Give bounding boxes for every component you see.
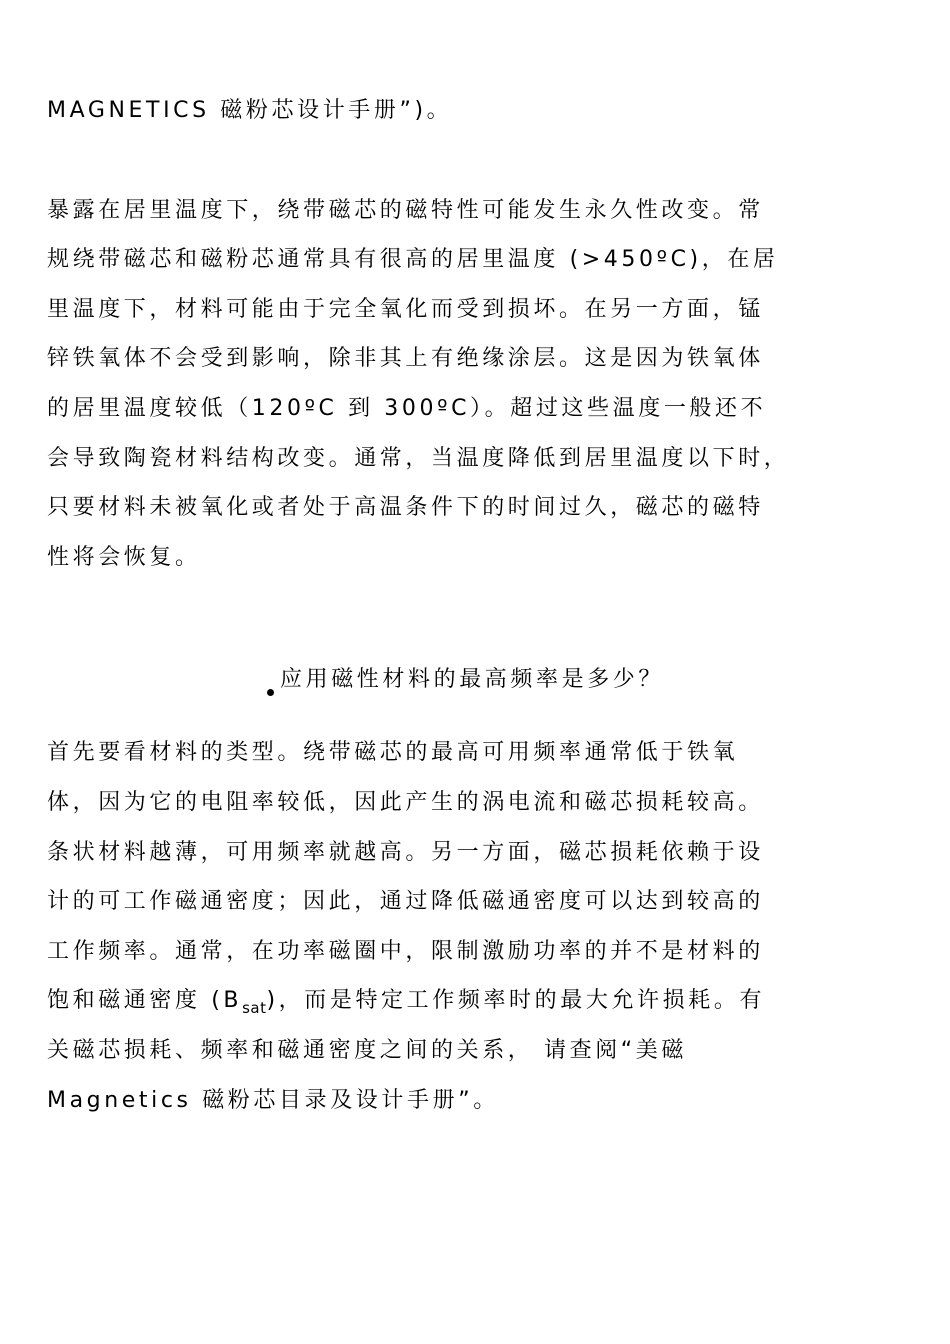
paragraph-line: 性将会恢复。	[47, 545, 201, 570]
subscript-sat: sat	[242, 999, 267, 1017]
paragraph-line: 会导致陶瓷材料结构改变。通常，当温度降低到居里温度以下时，	[47, 446, 790, 471]
paragraph-line: 条状材料越薄，可用频率就越高。另一方面，磁芯损耗依赖于设	[47, 840, 764, 865]
paragraph-line: Magnetics 磁粉芯目录及设计手册”。	[47, 1088, 499, 1113]
paragraph-line: 里温度下，材料可能由于完全氧化而受到损坏。在另一方面，锰	[47, 297, 764, 322]
line-text: 饱和磁通密度 (B	[47, 988, 243, 1013]
paragraph-line: 计的可工作磁通密度；因此，通过降低磁通密度可以达到较高的	[47, 889, 764, 914]
paragraph-line: 的居里温度较低（120ºC 到 300ºC）。超过这些温度一般还不	[47, 396, 767, 421]
line-text: )，而是特定工作频率时的最大允许损耗。有	[266, 988, 766, 1013]
paragraph-line: 暴露在居里温度下，绕带磁芯的磁特性可能发生永久性改变。常	[47, 198, 764, 223]
paragraph-line: 体，因为它的电阻率较低，因此产生的涡电流和磁芯损耗较高。	[47, 790, 764, 815]
paragraph-line: 规绕带磁芯和磁粉芯通常具有很高的居里温度 (>450ºC)，在居	[47, 247, 779, 272]
question-heading: 应用磁性材料的最高频率是多少？	[280, 667, 665, 692]
paragraph-line: 锌铁氧体不会受到影响，除非其上有绝缘涂层。这是因为铁氧体	[47, 346, 764, 371]
paragraph-line: 只要材料未被氧化或者处于高温条件下的时间过久，磁芯的磁特	[47, 495, 764, 520]
paragraph-line: 首先要看材料的类型。绕带磁芯的最高可用频率通常低于铁氧	[47, 740, 739, 765]
bullet-icon	[267, 689, 274, 696]
intro-line: MAGNETICS 磁粉芯设计手册”)。	[47, 98, 453, 123]
paragraph-line: 工作频率。通常，在功率磁圈中，限制激励功率的并不是材料的	[47, 939, 764, 964]
paragraph-line: 关磁芯损耗、频率和磁通密度之间的关系， 请查阅“美磁	[47, 1038, 687, 1063]
paragraph-line	[47, 986, 807, 1023]
